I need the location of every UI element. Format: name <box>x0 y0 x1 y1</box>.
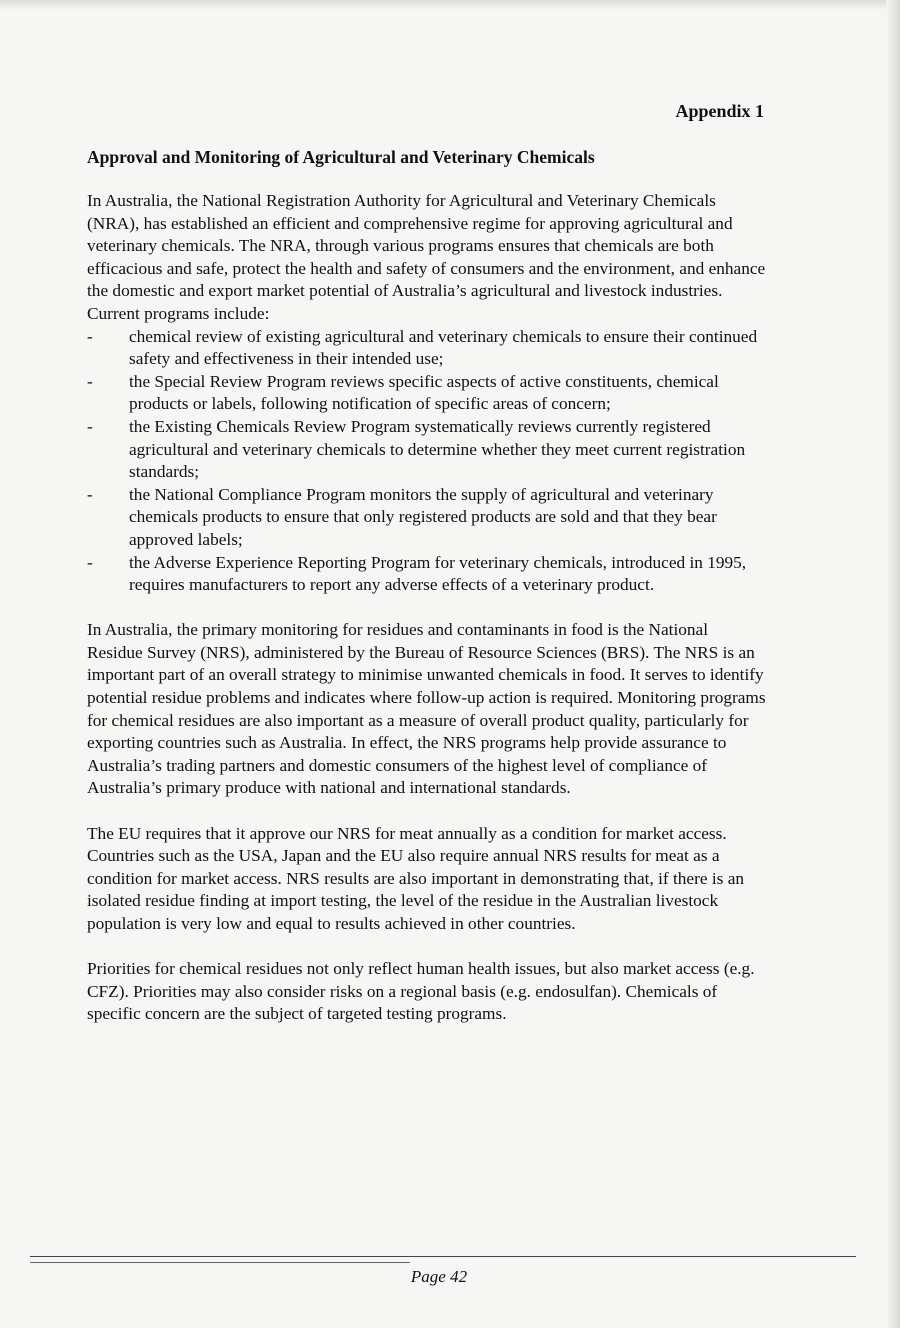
list-item-text: the Existing Chemicals Review Program systematically reviews currently registered agricultural and veterinary chemicals to determine whether they meet current registration standards; <box>129 416 746 482</box>
list-item-text: chemical review of existing agricultural and veterinary chemicals to ensure their continued safety and effectiveness in their intended use; <box>129 326 758 369</box>
body-content <box>87 190 767 1026</box>
eu-paragraph: The EU requires that it approve our NRS for meat annually as a condition for market access. Countries such as the USA, Japan and the EU also require annual NRS results for meat as a condition for market access. NRS results are also important in demonstrating that, if there is an isolated residue finding at import testing, the level of the residue in the Australian livestock population is very low and equal to results achieved in other countries. <box>87 823 744 933</box>
bullet-marker: - <box>87 326 93 346</box>
bullet-marker: - <box>87 484 93 504</box>
bullet-marker: - <box>87 552 93 572</box>
appendix-label: Appendix 1 <box>675 101 764 121</box>
scan-edge-top <box>0 0 900 10</box>
list-item <box>87 326 767 371</box>
list-item <box>87 416 767 484</box>
list-item-text: the Adverse Experience Reporting Program for veterinary chemicals, introduced in 1995, requires manufacturers to report any adverse effects of a veterinary product. <box>129 552 747 595</box>
bullet-marker: - <box>87 416 93 436</box>
priorities-paragraph: Priorities for chemical residues not only reflect human health issues, but also market access (e.g. CFZ). Priorities may also consider risks on a regional basis (e.g. endosulfan). Chemicals of specific concern are the subject of targeted testing programs. <box>87 959 755 1024</box>
list-item-text: the Special Review Program reviews specific aspects of active constituents, chemical products or labels, following notification of specific areas of concern; <box>129 371 719 414</box>
nrs-paragraph: In Australia, the primary monitoring for residues and contaminants in food is the National Residue Survey (NRS), administered by the Bureau of Resource Sciences (BRS). The NRS is an important part of an overall strategy to minimise unwanted chemicals in food. It serves to identify potential residue problems and indicates where follow-up action is required. Monitoring programs for chemical residues are also important as a measure of overall product quality, particularly for exporting countries such as Australia. In effect, the NRS programs help provide assurance to Australia’s trading partners and domestic consumers of the highest level of compliance of Australia’s primary produce with national and international standards. <box>87 620 766 798</box>
programs-list <box>87 326 767 597</box>
bullet-marker: - <box>87 371 93 391</box>
intro-paragraph: In Australia, the National Registration Authority for Agricultural and Veterinary Chemicals (NRA), has established an efficient and comprehensive regime for approving agricultural and veterinary chemicals. The NRA, through various programs ensures that chemicals are both efficacious and safe, protect the health and safety of consumers and the environment, and enhance the domestic and export market potential of Australia’s agricultural and livestock industries. Current programs include: <box>87 191 766 323</box>
footer-rule-short <box>30 1262 410 1263</box>
list-item <box>87 371 767 416</box>
page-number: Page 42 <box>410 1267 468 1286</box>
section-title: Approval and Monitoring of Agricultural and Veterinary Chemicals <box>87 147 595 167</box>
footer-rule <box>30 1256 856 1257</box>
list-item <box>87 552 767 597</box>
scan-edge-right <box>886 0 900 1328</box>
list-item <box>87 484 767 552</box>
list-item-text: the National Compliance Program monitors the supply of agricultural and veterinary chemicals products to ensure that only registered products are sold and that they bear approved labels; <box>129 484 717 549</box>
